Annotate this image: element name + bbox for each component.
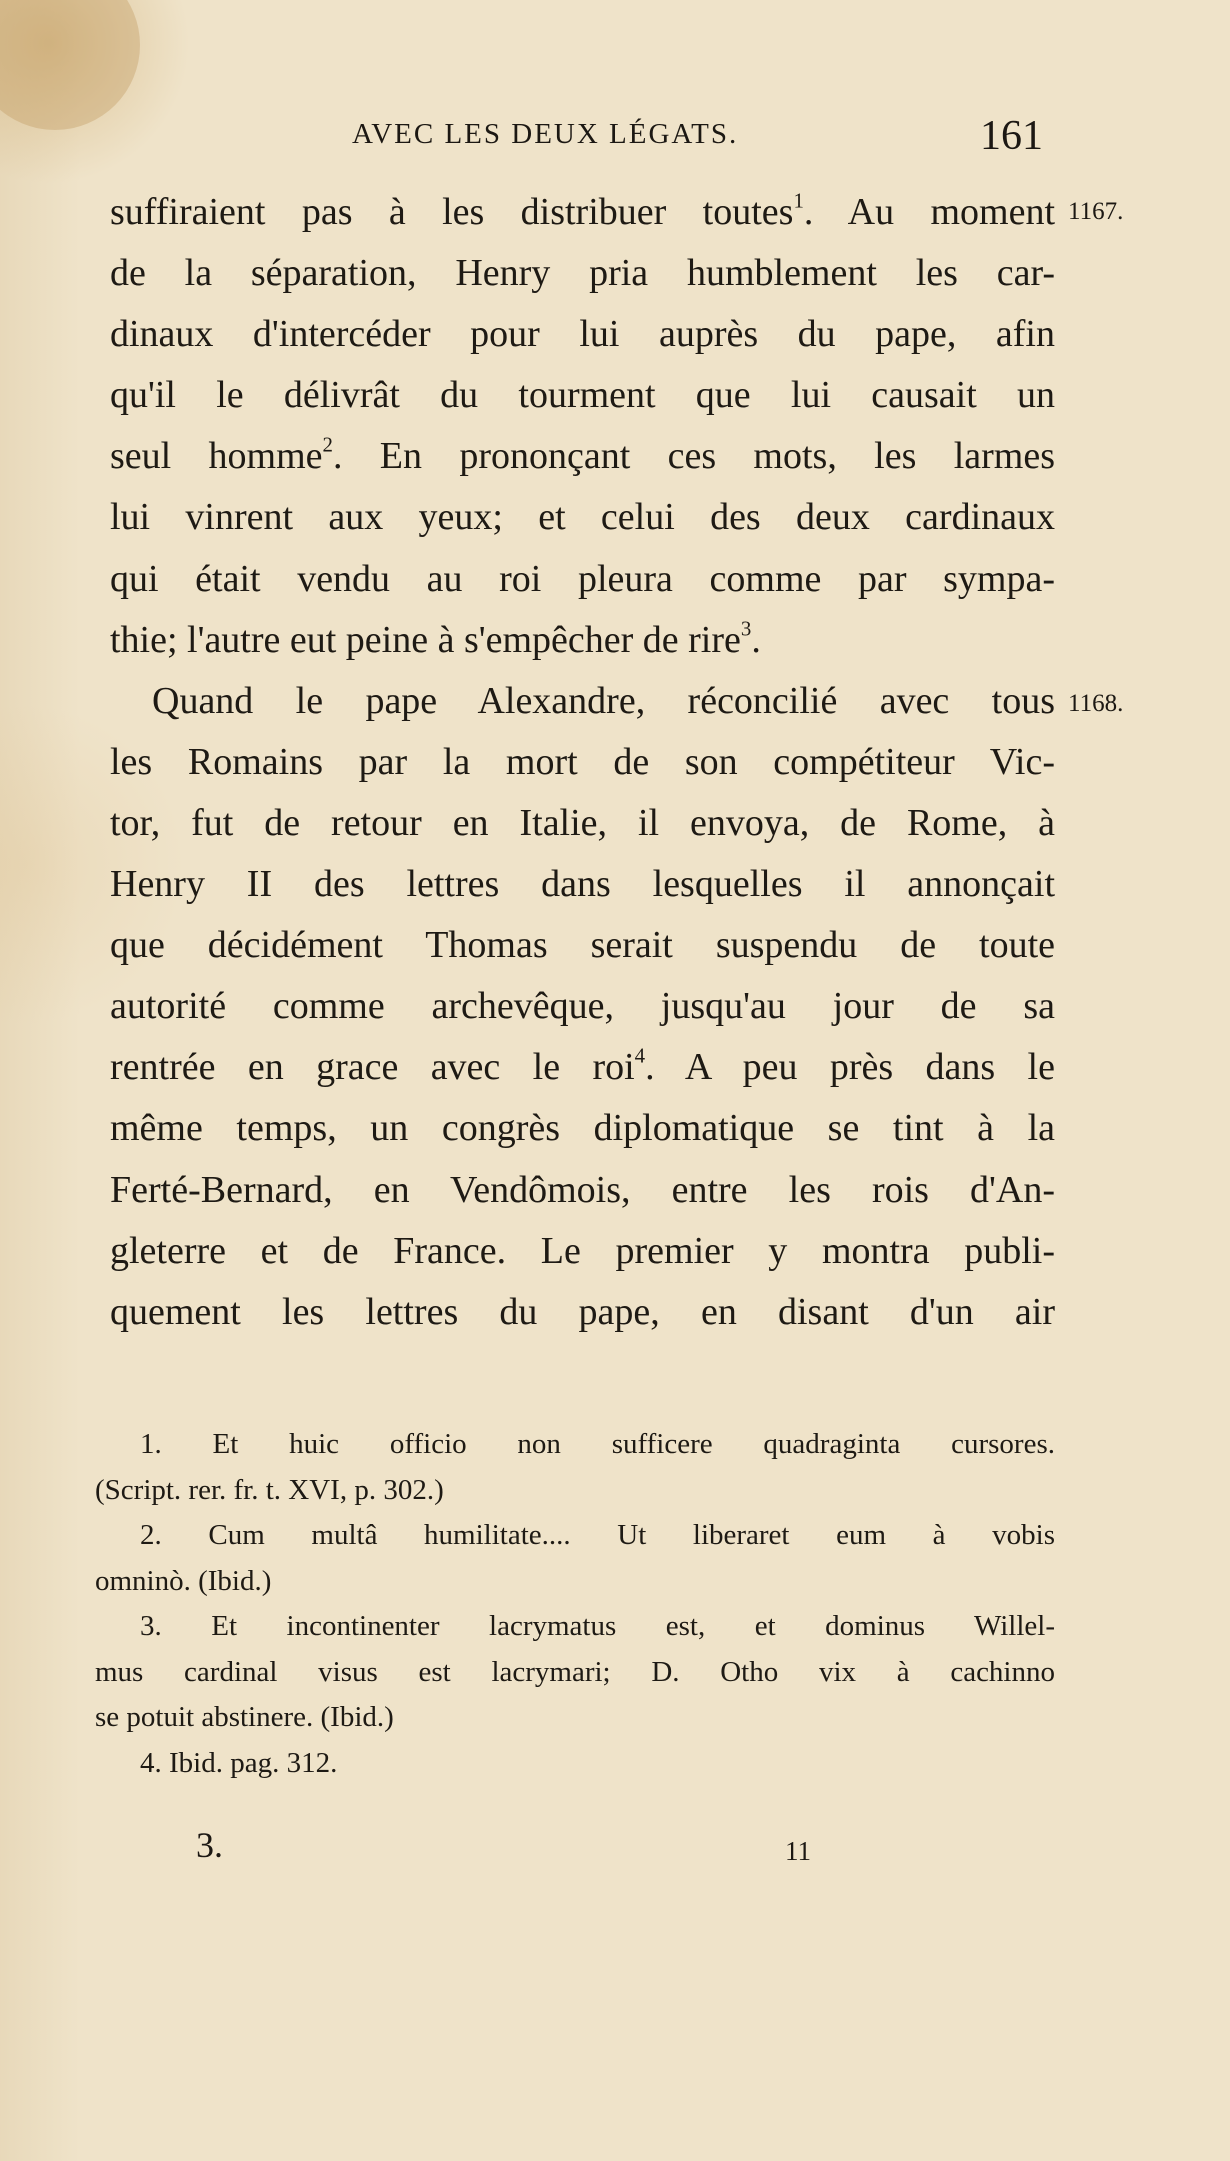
text-line: suffiraient pas à les distribuer toutes$^1$. Au moment <box>110 188 1056 233</box>
text-line: lui vinrent aux yeux; et celui des deux cardinaux <box>110 496 1055 539</box>
footnote-1-cont: (Script. rer. fr. t. XVI, p. 302.) <box>95 1473 444 1506</box>
footnote-ref: 2 <box>322 432 333 457</box>
text-line: thie; l'autre eut peine à s'empêcher de rire$^3$. <box>110 615 761 661</box>
footnotes <box>95 1422 1055 1786</box>
sheet-signature: 11 <box>785 1836 811 1866</box>
text-line: gleterre et de France. Le premier y montra publi- <box>110 1229 1055 1272</box>
page-number: 161 <box>980 113 1043 159</box>
text-line: Ferté-Bernard, en Vendômois, entre les rois d'An- <box>110 1168 1055 1211</box>
footnote-ref: 1 <box>793 188 804 213</box>
text-line: Henry II des lettres dans lesquelles il annonçait <box>110 863 1055 906</box>
text-line: même temps, un congrès diplomatique se tint à la <box>110 1107 1055 1150</box>
text-line: tor, fut de retour en Italie, il envoya, de Rome, à <box>110 801 1055 844</box>
text-line: quement les lettres du pape, en disant d'un air <box>110 1290 1055 1333</box>
footnote-3: 3. Et incontinenter lacrymatus est, et dominus Willel- <box>140 1610 1055 1642</box>
text-line: rentrée en grace avec le roi$^4$. A peu près dans le <box>110 1043 1055 1089</box>
paper-stain <box>0 0 140 130</box>
margin-year-1168: 1168. <box>1068 690 1124 717</box>
footnote-2-cont: omninò. (Ibid.) <box>95 1564 272 1597</box>
footnote-4: 4. Ibid. pag. 312. <box>140 1746 338 1779</box>
text-line: qui était vendu au roi pleura comme par sympa- <box>110 557 1055 600</box>
footnote-3-end: se potuit abstinere. (Ibid.) <box>95 1701 394 1733</box>
main-text <box>110 182 1070 1343</box>
text-line: que décidément Thomas serait suspendu de toute <box>110 924 1055 967</box>
footnote-1: 1. Et huic officio non sufficere quadraginta cursores. <box>140 1428 1055 1460</box>
volume-signature: 3. <box>196 1825 223 1865</box>
text-line: les Romains par la mort de son compétiteur Vic- <box>110 740 1055 783</box>
text-line: dinaux d'intercéder pour lui auprès du pape, afin <box>110 313 1055 356</box>
footnote-ref: 3 <box>740 615 752 640</box>
paragraph-start-line: Quand le pape Alexandre, réconcilié avec tous <box>152 679 1055 722</box>
text-line: de la séparation, Henry pria humblement les car- <box>110 252 1055 295</box>
text-line: qu'il le délivrât du tourment que lui causait un <box>110 374 1055 417</box>
footnote-ref: 4 <box>634 1043 646 1068</box>
text-line: autorité comme archevêque, jusqu'au jour de sa <box>110 985 1055 1028</box>
text-line: seul homme$^2$. En prononçant ces mots, les larmes <box>110 432 1055 478</box>
margin-year-1167: 1167. <box>1068 198 1124 225</box>
footnote-3-cont: mus cardinal visus est lacrymari; D. Otho vix à cachinno <box>95 1655 1055 1688</box>
footnote-2: 2. Cum multâ humilitate.... Ut liberaret eum à vobis <box>140 1519 1055 1551</box>
running-title: AVEC LES DEUX LÉGATS. <box>352 118 739 150</box>
